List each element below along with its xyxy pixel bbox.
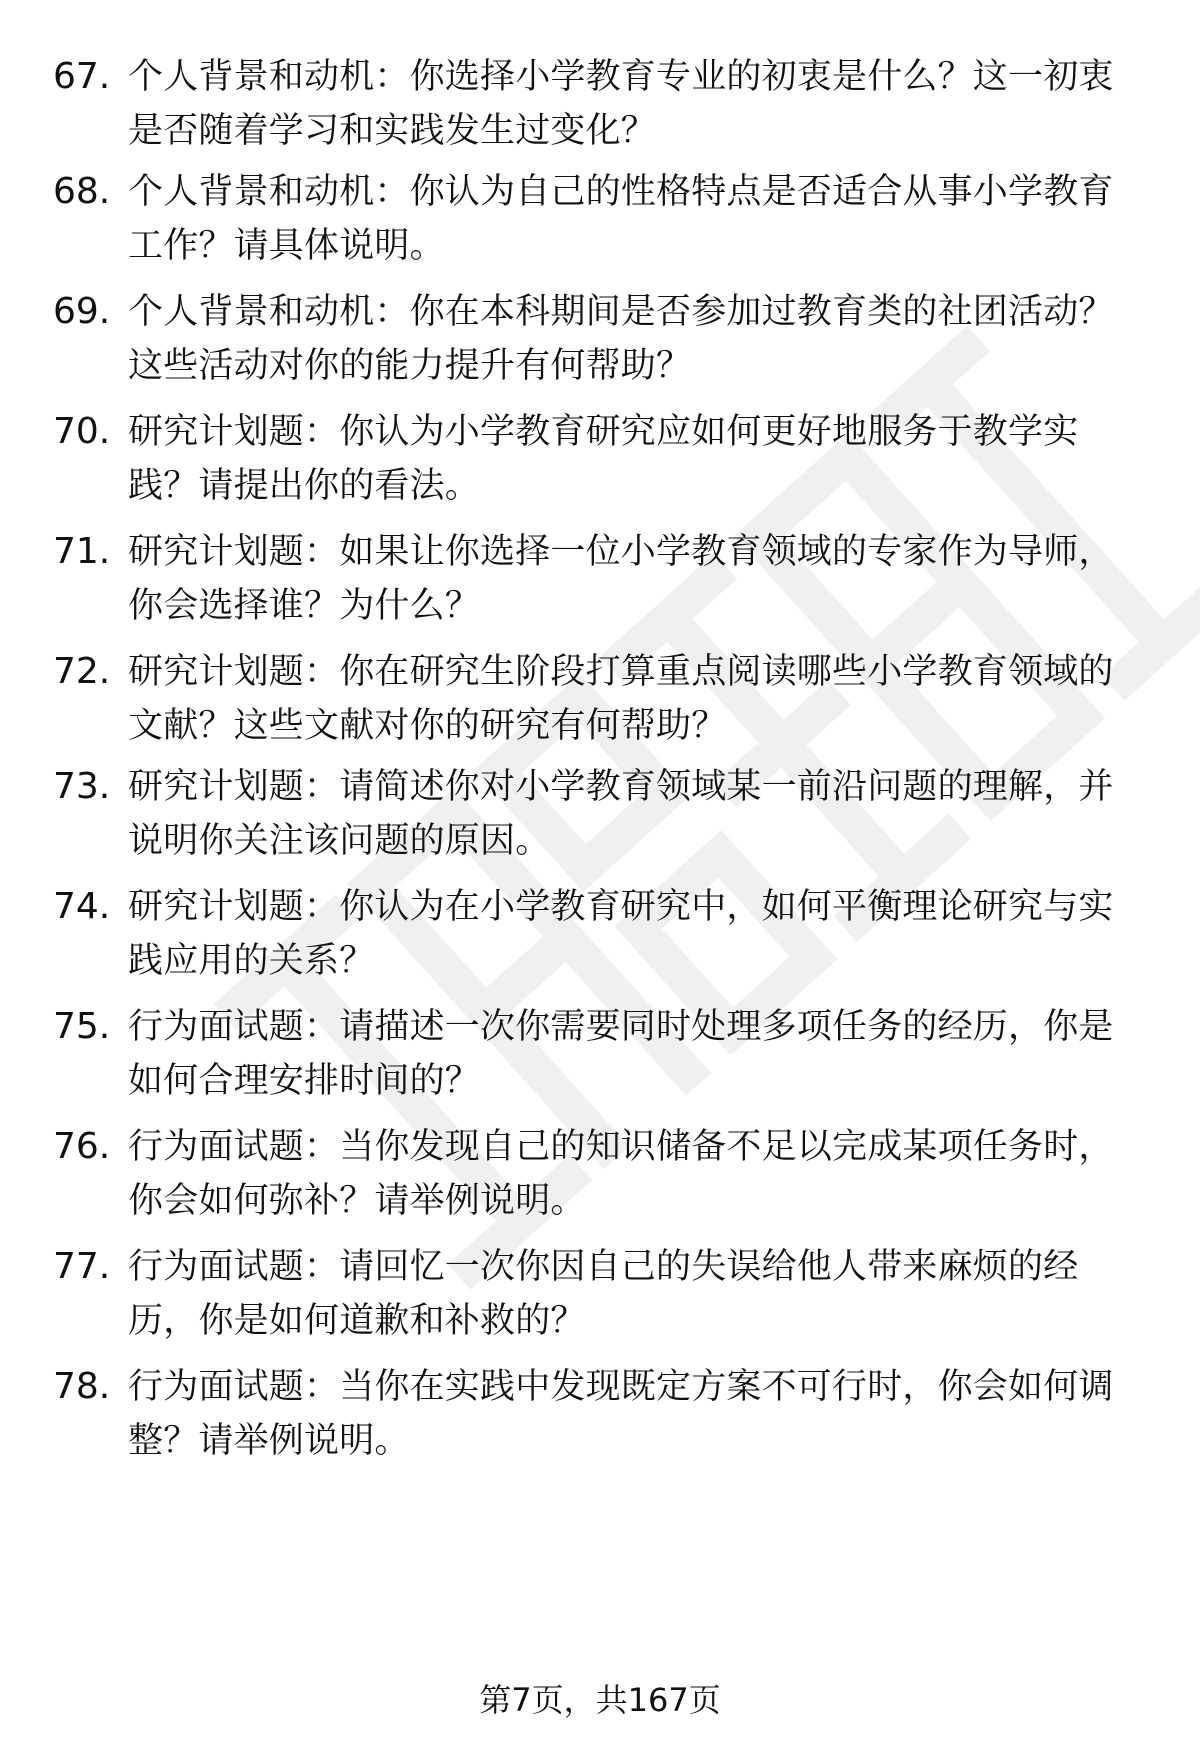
question-text-line: 研究计划题：如果让你选择一位小学教育领域的专家作为导师， [128,532,1114,572]
question-number: 68. [53,171,111,212]
question-item [53,1360,1153,1480]
page-number-label: 第7页，共167页 [479,1681,721,1719]
question-item [53,880,1153,1000]
question-number: 75. [53,1006,111,1047]
question-text-line: 你会如何弥补？请举例说明。 [128,1181,586,1221]
question-number: 73. [53,766,111,807]
question-item [53,760,1153,880]
question-number: 74. [53,886,111,927]
question-text-line: 个人背景和动机：你选择小学教育专业的初衷是什么？这一初衷 [128,57,1114,97]
page-footer [0,1678,1200,1722]
question-text-line: 行为面试题：当你在实践中发现既定方案不可行时，你会如何调 [128,1367,1114,1407]
question-number: 78. [53,1366,111,1407]
question-text-line: 如何合理安排时间的？ [128,1061,481,1101]
question-item [53,50,1153,170]
question-text-line: 个人背景和动机：你在本科期间是否参加过教育类的社团活动？ [128,292,1114,332]
question-text-line: 践应用的关系？ [128,941,375,981]
question-number: 71. [53,531,111,572]
question-number: 72. [53,651,111,692]
question-number: 76. [53,1126,111,1167]
question-item [53,1240,1153,1360]
question-text-line: 研究计划题：你认为在小学教育研究中，如何平衡理论研究与实 [128,887,1114,927]
question-text-line: 说明你关注该问题的原因。 [128,821,551,861]
question-text-line: 行为面试题：请回忆一次你因自己的失误给他人带来麻烦的经 [128,1247,1079,1287]
question-item [53,285,1153,405]
question-text-line: 研究计划题：请简述你对小学教育领域某一前沿问题的理解，并 [128,767,1114,807]
question-text-line: 研究计划题：你在研究生阶段打算重点阅读哪些小学教育领域的 [128,652,1114,692]
question-item [53,1120,1153,1240]
question-text-line: 个人背景和动机：你认为自己的性格特点是否适合从事小学教育 [128,172,1114,212]
question-item [53,165,1153,285]
question-text-line: 整？请举例说明。 [128,1421,410,1461]
question-number: 67. [53,56,111,97]
question-text-line: 你会选择谁？为什么？ [128,586,481,626]
question-item [53,1000,1153,1120]
question-text-line: 研究计划题：你认为小学教育研究应如何更好地服务于教学实 [128,412,1079,452]
question-text-line: 是否随着学习和实践发生过变化？ [128,111,657,151]
question-text-line: 践？请提出你的看法。 [128,466,481,506]
question-number: 69. [53,291,111,332]
question-text-line: 这些活动对你的能力提升有何帮助？ [128,346,692,386]
question-item [53,645,1153,765]
question-text-line: 历，你是如何道歉和补救的？ [128,1301,586,1341]
question-item [53,405,1153,525]
question-text-line: 行为面试题：请描述一次你需要同时处理多项任务的经历，你是 [128,1007,1114,1047]
question-number: 70. [53,411,111,452]
question-text-line: 工作？请具体说明。 [128,226,445,266]
question-item [53,525,1153,645]
question-number: 77. [53,1246,111,1287]
question-text-line: 文献？这些文献对你的研究有何帮助？ [128,706,727,746]
question-text-line: 行为面试题：当你发现自己的知识储备不足以完成某项任务时， [128,1127,1114,1167]
